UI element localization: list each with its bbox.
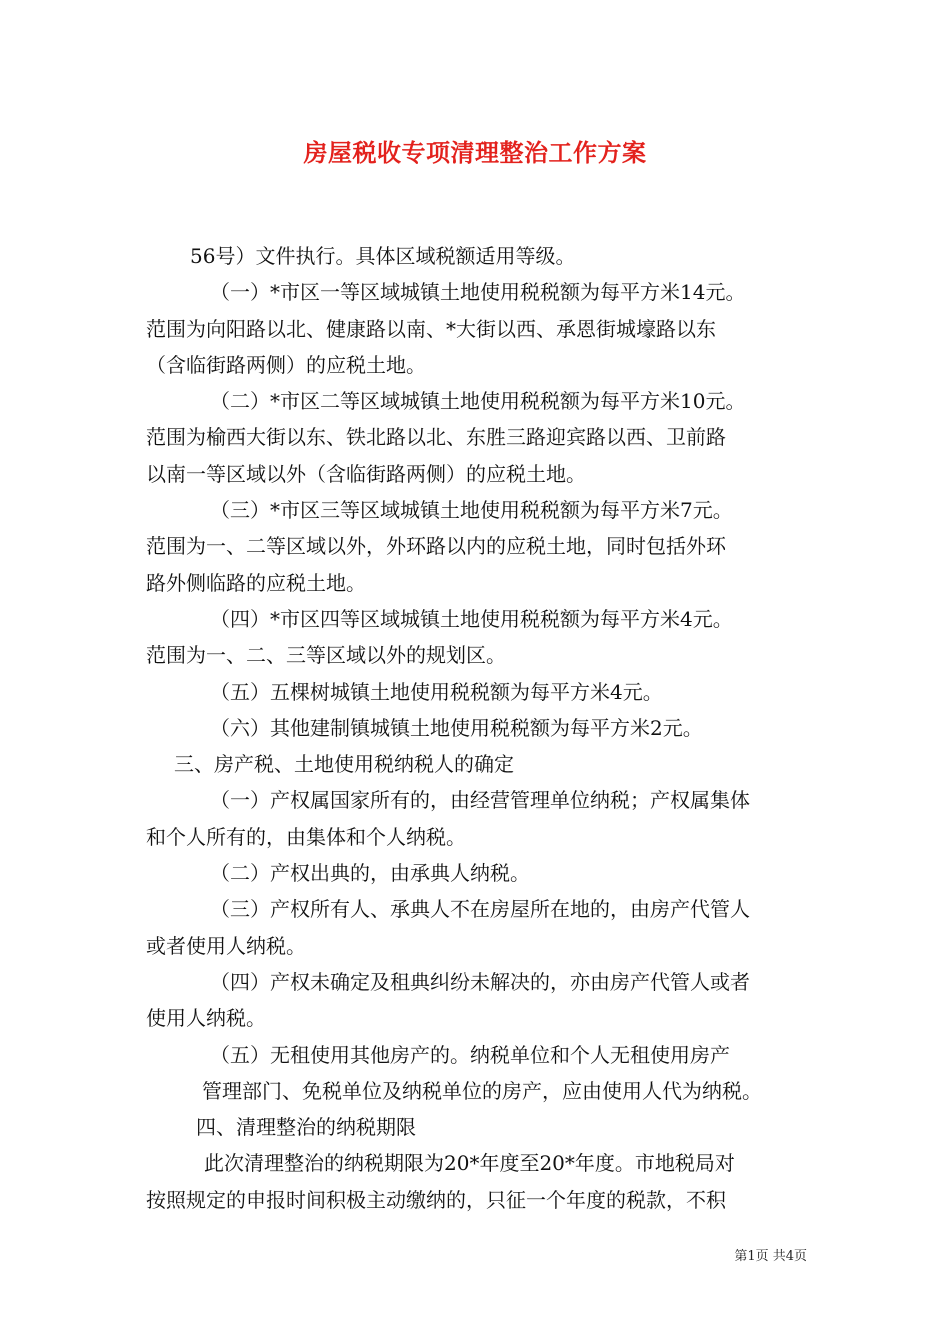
page-title: 房屋税收专项清理整治工作方案 [303, 138, 647, 167]
paragraph-line: （三）*市区三等区域城镇土地使用税税额为每平方米7元。 [210, 498, 733, 523]
paragraph-line: 使用人纳税。 [146, 1006, 266, 1031]
paragraph-line: 范围为榆西大街以东、铁北路以北、东胜三路迎宾路以西、卫前路 [146, 425, 726, 450]
paragraph-line: 此次清理整治的纳税期限为20*年度至20*年度。市地税局对 [204, 1151, 735, 1176]
document-body [146, 238, 816, 1218]
paragraph-line: 以南一等区域以外（含临街路两侧）的应税土地。 [146, 461, 586, 486]
paragraph-line: （含临街路两侧）的应税土地。 [146, 352, 426, 377]
paragraph-line: （一）*市区一等区域城镇土地使用税税额为每平方米14元。 [210, 280, 746, 305]
paragraph-line: （二）产权出典的，由承典人纳税。 [210, 861, 530, 886]
paragraph-line: （四）*市区四等区域城镇土地使用税税额为每平方米4元。 [210, 606, 733, 631]
paragraph-line: 范围为向阳路以北、健康路以南、*大街以西、承恩街城壕路以东 [146, 316, 716, 341]
paragraph-line: 范围为一、二等区域以外，外环路以内的应税土地，同时包括外环 [146, 534, 726, 559]
paragraph-line: 56号）文件执行。具体区域税额适用等级。 [190, 244, 576, 268]
paragraph-line: 按照规定的申报时间积极主动缴纳的，只征一个年度的税款，不积 [146, 1187, 726, 1212]
paragraph-line: （一）产权属国家所有的，由经营管理单位纳税；产权属集体 [210, 788, 750, 813]
paragraph-line: 或者使用人纳税。 [146, 933, 306, 958]
paragraph-line: （三）产权所有人、承典人不在房屋所在地的，由房产代管人 [210, 897, 750, 922]
paragraph-line: （六）其他建制镇城镇土地使用税税额为每平方米2元。 [210, 715, 703, 740]
paragraph-line: （五）无租使用其他房产的。纳税单位和个人无租使用房产 [210, 1042, 730, 1067]
paragraph-line: 四、清理整治的纳税期限 [196, 1115, 416, 1140]
page-number-footer: 第1页 共4页 [734, 1249, 807, 1264]
paragraph-line: 范围为一、二、三等区域以外的规划区。 [146, 643, 506, 668]
paragraph-line: 管理部门、免税单位及纳税单位的房产，应由使用人代为纳税。 [202, 1078, 762, 1103]
paragraph-line: 三、房产税、土地使用税纳税人的确定 [174, 752, 514, 777]
paragraph-line: 和个人所有的，由集体和个人纳税。 [146, 824, 466, 849]
paragraph-line: （二）*市区二等区域城镇土地使用税税额为每平方米10元。 [210, 389, 746, 414]
paragraph-line: （五）五棵树城镇土地使用税税额为每平方米4元。 [210, 679, 663, 704]
paragraph-line: 路外侧临路的应税土地。 [146, 570, 366, 595]
paragraph-line: （四）产权未确定及租典纠纷未解决的，亦由房产代管人或者 [210, 969, 750, 994]
